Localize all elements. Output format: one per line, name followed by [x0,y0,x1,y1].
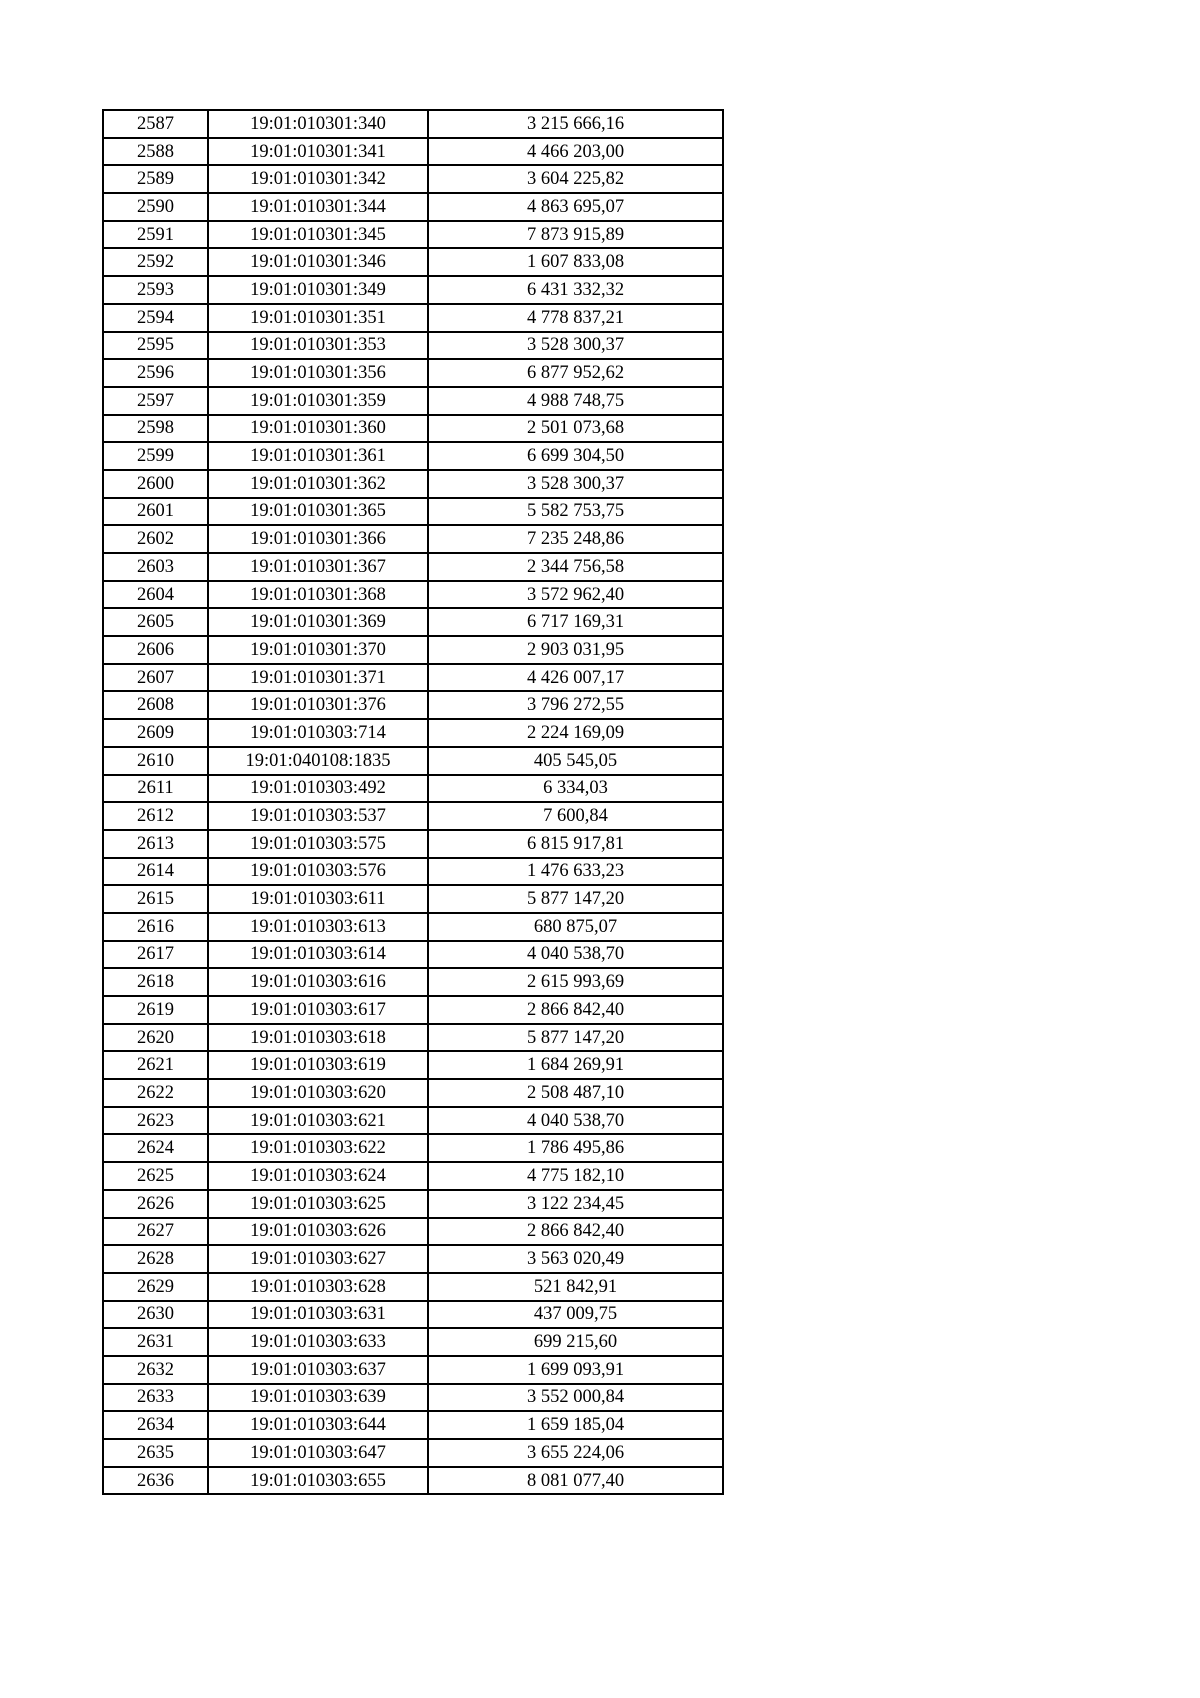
cadastral-number-cell: 19:01:010301:376 [208,691,428,719]
table-row [103,775,723,803]
row-number-cell: 2603 [103,553,208,581]
table-row [103,1051,723,1079]
row-number-cell: 2610 [103,747,208,775]
row-number-cell: 2614 [103,858,208,886]
row-number-cell: 2623 [103,1107,208,1135]
table-row [103,1024,723,1052]
table-row [103,1328,723,1356]
cadastral-number-cell: 19:01:010301:368 [208,581,428,609]
table-row [103,248,723,276]
cadastral-value-cell: 4 775 182,10 [428,1162,723,1190]
row-number-cell: 2628 [103,1245,208,1273]
row-number-cell: 2625 [103,1162,208,1190]
cadastral-number-cell: 19:01:010301:370 [208,636,428,664]
cadastral-value-cell: 4 778 837,21 [428,304,723,332]
row-number-cell: 2626 [103,1190,208,1218]
row-number-cell: 2602 [103,525,208,553]
cadastral-value-cell: 3 796 272,55 [428,691,723,719]
cadastral-value-cell: 2 224 169,09 [428,719,723,747]
table-row [103,138,723,166]
table-row [103,1301,723,1329]
cadastral-number-cell: 19:01:010303:637 [208,1356,428,1384]
cadastral-number-cell: 19:01:010301:356 [208,359,428,387]
cadastral-value-cell: 7 235 248,86 [428,525,723,553]
cadastral-number-cell: 19:01:010303:626 [208,1218,428,1246]
table-row [103,553,723,581]
cadastral-number-cell: 19:01:010303:614 [208,941,428,969]
table-row [103,1218,723,1246]
table-row [103,1411,723,1439]
cadastral-value-cell: 6 717 169,31 [428,608,723,636]
table-body [103,110,723,1494]
table-row [103,691,723,719]
cadastral-value-cell: 1 476 633,23 [428,858,723,886]
table-row [103,470,723,498]
table-row [103,664,723,692]
row-number-cell: 2635 [103,1439,208,1467]
cadastral-value-cell: 4 040 538,70 [428,1107,723,1135]
row-number-cell: 2593 [103,276,208,304]
cadastral-number-cell: 19:01:010301:362 [208,470,428,498]
table-row [103,110,723,138]
row-number-cell: 2595 [103,332,208,360]
cadastral-number-cell: 19:01:010303:628 [208,1273,428,1301]
cadastral-number-cell: 19:01:010303:627 [208,1245,428,1273]
cadastral-value-cell: 3 563 020,49 [428,1245,723,1273]
cadastral-number-cell: 19:01:010301:367 [208,553,428,581]
cadastral-number-cell: 19:01:010303:613 [208,913,428,941]
row-number-cell: 2622 [103,1079,208,1107]
cadastral-value-cell: 1 659 185,04 [428,1411,723,1439]
table-row [103,1439,723,1467]
table-row [103,858,723,886]
row-number-cell: 2594 [103,304,208,332]
cadastral-value-cell: 680 875,07 [428,913,723,941]
cadastral-value-table [102,109,724,1495]
cadastral-value-cell: 4 426 007,17 [428,664,723,692]
row-number-cell: 2612 [103,802,208,830]
table-row [103,747,723,775]
cadastral-number-cell: 19:01:010303:622 [208,1134,428,1162]
cadastral-number-cell: 19:01:010301:340 [208,110,428,138]
row-number-cell: 2616 [103,913,208,941]
row-number-cell: 2620 [103,1024,208,1052]
cadastral-value-cell: 5 877 147,20 [428,885,723,913]
row-number-cell: 2627 [103,1218,208,1246]
cadastral-value-cell: 1 607 833,08 [428,248,723,276]
table-row [103,719,723,747]
table-row [103,1356,723,1384]
cadastral-value-cell: 6 431 332,32 [428,276,723,304]
cadastral-value-cell: 3 528 300,37 [428,470,723,498]
row-number-cell: 2592 [103,248,208,276]
cadastral-number-cell: 19:01:010301:371 [208,664,428,692]
cadastral-value-cell: 4 466 203,00 [428,138,723,166]
row-number-cell: 2604 [103,581,208,609]
row-number-cell: 2597 [103,387,208,415]
cadastral-value-cell: 2 866 842,40 [428,1218,723,1246]
table-row [103,581,723,609]
cadastral-number-cell: 19:01:010301:366 [208,525,428,553]
table-row [103,1384,723,1412]
cadastral-number-cell: 19:01:010303:575 [208,830,428,858]
cadastral-value-cell: 6 334,03 [428,775,723,803]
table-row [103,442,723,470]
cadastral-value-cell: 3 572 962,40 [428,581,723,609]
row-number-cell: 2634 [103,1411,208,1439]
table-row [103,276,723,304]
row-number-cell: 2587 [103,110,208,138]
table-row [103,359,723,387]
row-number-cell: 2605 [103,608,208,636]
row-number-cell: 2629 [103,1273,208,1301]
row-number-cell: 2591 [103,221,208,249]
cadastral-value-cell: 405 545,05 [428,747,723,775]
table-row [103,1467,723,1495]
cadastral-number-cell: 19:01:010303:625 [208,1190,428,1218]
table-row [103,941,723,969]
cadastral-value-cell: 3 655 224,06 [428,1439,723,1467]
table-row [103,996,723,1024]
cadastral-value-cell: 4 040 538,70 [428,941,723,969]
table-row [103,415,723,443]
row-number-cell: 2606 [103,636,208,664]
cadastral-number-cell: 19:01:010301:365 [208,498,428,526]
cadastral-value-cell: 2 508 487,10 [428,1079,723,1107]
row-number-cell: 2588 [103,138,208,166]
row-number-cell: 2619 [103,996,208,1024]
cadastral-value-cell: 3 215 666,16 [428,110,723,138]
table-row [103,968,723,996]
table-row [103,193,723,221]
row-number-cell: 2613 [103,830,208,858]
cadastral-number-cell: 19:01:010303:537 [208,802,428,830]
cadastral-value-cell: 8 081 077,40 [428,1467,723,1495]
cadastral-number-cell: 19:01:010303:492 [208,775,428,803]
cadastral-number-cell: 19:01:010303:576 [208,858,428,886]
cadastral-number-cell: 19:01:010303:624 [208,1162,428,1190]
cadastral-number-cell: 19:01:010303:620 [208,1079,428,1107]
table-row [103,525,723,553]
cadastral-value-cell: 6 877 952,62 [428,359,723,387]
cadastral-value-cell: 5 582 753,75 [428,498,723,526]
table-row [103,1107,723,1135]
table-row [103,830,723,858]
cadastral-number-cell: 19:01:010303:619 [208,1051,428,1079]
cadastral-number-cell: 19:01:010303:611 [208,885,428,913]
table-row [103,1162,723,1190]
cadastral-number-cell: 19:01:010303:644 [208,1411,428,1439]
row-number-cell: 2596 [103,359,208,387]
cadastral-value-cell: 6 815 917,81 [428,830,723,858]
row-number-cell: 2621 [103,1051,208,1079]
row-number-cell: 2600 [103,470,208,498]
row-number-cell: 2636 [103,1467,208,1495]
cadastral-number-cell: 19:01:010301:351 [208,304,428,332]
row-number-cell: 2631 [103,1328,208,1356]
table-row [103,802,723,830]
cadastral-number-cell: 19:01:010303:618 [208,1024,428,1052]
row-number-cell: 2630 [103,1301,208,1329]
row-number-cell: 2633 [103,1384,208,1412]
cadastral-number-cell: 19:01:010303:633 [208,1328,428,1356]
row-number-cell: 2615 [103,885,208,913]
cadastral-number-cell: 19:01:010301:345 [208,221,428,249]
cadastral-value-cell: 7 873 915,89 [428,221,723,249]
table-row [103,165,723,193]
cadastral-number-cell: 19:01:010301:353 [208,332,428,360]
cadastral-value-cell: 3 604 225,82 [428,165,723,193]
cadastral-number-cell: 19:01:010303:714 [208,719,428,747]
cadastral-number-cell: 19:01:010301:342 [208,165,428,193]
row-number-cell: 2632 [103,1356,208,1384]
cadastral-value-cell: 1 699 093,91 [428,1356,723,1384]
row-number-cell: 2598 [103,415,208,443]
cadastral-value-cell: 3 552 000,84 [428,1384,723,1412]
table-row [103,332,723,360]
cadastral-number-cell: 19:01:010303:617 [208,996,428,1024]
table-row [103,885,723,913]
row-number-cell: 2608 [103,691,208,719]
cadastral-number-cell: 19:01:010301:341 [208,138,428,166]
cadastral-value-cell: 2 615 993,69 [428,968,723,996]
cadastral-number-cell: 19:01:010303:655 [208,1467,428,1495]
cadastral-number-cell: 19:01:010301:360 [208,415,428,443]
cadastral-value-cell: 6 699 304,50 [428,442,723,470]
row-number-cell: 2599 [103,442,208,470]
row-number-cell: 2601 [103,498,208,526]
cadastral-value-cell: 2 866 842,40 [428,996,723,1024]
table-row [103,636,723,664]
cadastral-value-cell: 5 877 147,20 [428,1024,723,1052]
cadastral-number-cell: 19:01:040108:1835 [208,747,428,775]
cadastral-value-cell: 2 344 756,58 [428,553,723,581]
table-row [103,221,723,249]
cadastral-value-cell: 2 501 073,68 [428,415,723,443]
table-row [103,387,723,415]
table-row [103,1273,723,1301]
table-row [103,498,723,526]
cadastral-number-cell: 19:01:010301:359 [208,387,428,415]
table-row [103,1245,723,1273]
row-number-cell: 2607 [103,664,208,692]
cadastral-number-cell: 19:01:010303:621 [208,1107,428,1135]
cadastral-number-cell: 19:01:010301:344 [208,193,428,221]
row-number-cell: 2624 [103,1134,208,1162]
row-number-cell: 2611 [103,775,208,803]
cadastral-value-cell: 699 215,60 [428,1328,723,1356]
table-row [103,1079,723,1107]
cadastral-number-cell: 19:01:010303:631 [208,1301,428,1329]
cadastral-value-cell: 1 786 495,86 [428,1134,723,1162]
cadastral-value-cell: 4 988 748,75 [428,387,723,415]
cadastral-value-cell: 3 528 300,37 [428,332,723,360]
cadastral-value-cell: 2 903 031,95 [428,636,723,664]
cadastral-number-cell: 19:01:010301:369 [208,608,428,636]
cadastral-number-cell: 19:01:010301:346 [208,248,428,276]
table-row [103,608,723,636]
table-row [103,304,723,332]
table-row [103,1134,723,1162]
cadastral-value-cell: 521 842,91 [428,1273,723,1301]
cadastral-number-cell: 19:01:010303:616 [208,968,428,996]
table-row [103,1190,723,1218]
row-number-cell: 2590 [103,193,208,221]
cadastral-number-cell: 19:01:010301:361 [208,442,428,470]
row-number-cell: 2617 [103,941,208,969]
row-number-cell: 2618 [103,968,208,996]
cadastral-number-cell: 19:01:010303:647 [208,1439,428,1467]
cadastral-number-cell: 19:01:010301:349 [208,276,428,304]
cadastral-value-cell: 3 122 234,45 [428,1190,723,1218]
row-number-cell: 2589 [103,165,208,193]
table-row [103,913,723,941]
cadastral-value-cell: 7 600,84 [428,802,723,830]
cadastral-value-cell: 4 863 695,07 [428,193,723,221]
cadastral-value-cell: 1 684 269,91 [428,1051,723,1079]
cadastral-value-cell: 437 009,75 [428,1301,723,1329]
row-number-cell: 2609 [103,719,208,747]
cadastral-number-cell: 19:01:010303:639 [208,1384,428,1412]
